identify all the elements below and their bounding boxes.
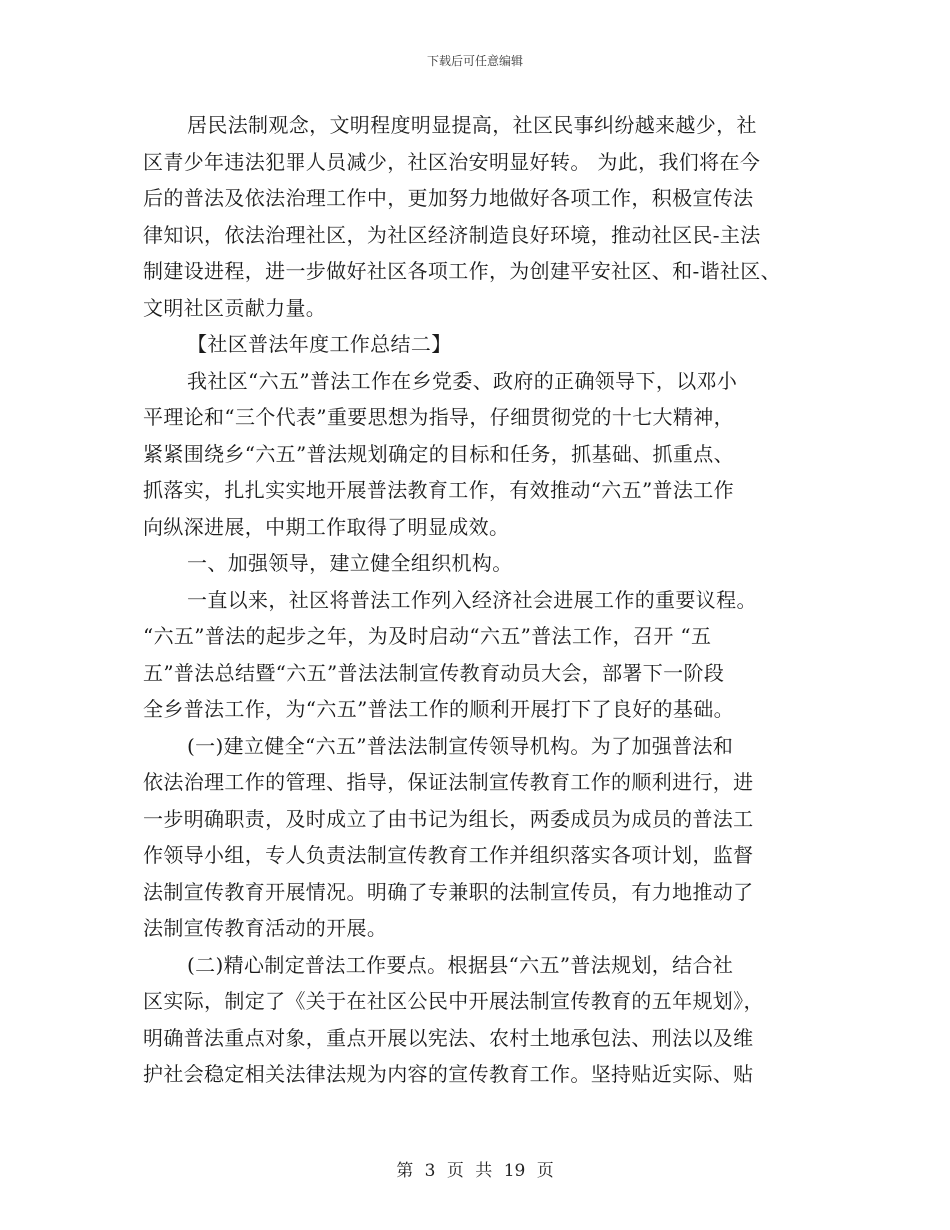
- text-line: (二)精心制定普法工作要点。根据县“六五”普法规划，结合社: [187, 952, 734, 977]
- text-line: 制建设进程，进一步做好社区各项工作，为创建平安社区、和-谐社区、: [143, 259, 781, 283]
- text-line: 明确普法重点对象，重点开展以宪法、农村土地承包法、刑法以及维: [143, 1025, 754, 1050]
- text-line: 法制宣传教育开展情况。明确了专兼职的法制宣传员，有力地推动了: [143, 879, 754, 904]
- text-line: 文明社区贡献力量。: [143, 295, 327, 320]
- text-line: 区青少年违法犯罪人员减少，社区治安明显好转。 为此，我们将在今: [143, 149, 761, 174]
- page-number: 第 3 页 共 19 页: [396, 1161, 554, 1181]
- text-line: 紧紧围绕乡“六五”普法规划确定的目标和任务，抓基础、抓重点、: [143, 441, 734, 466]
- page-header: 下载后可任意编辑: [426, 54, 523, 68]
- text-line: (一)建立健全“六五”普法法制宣传领导机构。为了加强普法和: [187, 733, 734, 758]
- text-line: “六五”普法的起步之年，为及时启动“六五”普法工作，召开 “五: [143, 624, 712, 648]
- text-line: 平理论和“三个代表”重要思想为指导，仔细贯彻党的十七大精神，: [143, 405, 734, 429]
- text-line: 依法治理工作的管理、指导，保证法制宣传教育工作的顺利进行，进: [143, 770, 754, 794]
- text-line: 居民法制观念，文明程度明显提高，社区民事纠纷越来越少，社: [187, 113, 757, 137]
- text-line: 抓落实，扎扎实实地开展普法教育工作，有效推动“六五”普法工作: [143, 478, 734, 502]
- document-body: [143, 107, 823, 1093]
- text-line: 全乡普法工作，为“六五”普法工作的顺利开展打下了良好的基础。: [143, 697, 734, 721]
- text-line: 【社区普法年度工作总结二】: [187, 332, 452, 356]
- text-line: 区实际，制定了《关于在社区公民中开展法制宣传教育的五年规划》，: [143, 989, 764, 1013]
- text-line: 向纵深进展，中期工作取得了明显成效。: [143, 514, 510, 539]
- text-line: 法制宣传教育活动的开展。: [143, 916, 388, 940]
- text-line: 作领导小组，专人负责法制宣传教育工作并组织落实各项计划，监督: [143, 843, 754, 867]
- text-line: 五”普法总结暨“六五”普法法制宣传教育动员大会，部署下一阶段: [143, 660, 725, 685]
- text-line: 一步明确职责，及时成立了由书记为组长，两委成员为成员的普法工: [143, 806, 754, 831]
- text-line: 护社会稳定相关法律法规为内容的宣传教育工作。坚持贴近实际、贴: [143, 1062, 754, 1086]
- text-line: 一、加强领导，建立健全组织机构。: [187, 551, 513, 575]
- text-line: 一直以来，社区将普法工作列入经济社会进展工作的重要议程。: [187, 587, 757, 612]
- text-line: 律知识，依法治理社区，为社区经济制造良好环境，推动社区民-主法: [143, 222, 761, 247]
- text-line: 我社区“六五”普法工作在乡党委、政府的正确领导下，以邓小: [187, 368, 738, 393]
- text-line: 后的普法及依法治理工作中，更加努力地做好各项工作，积极宣传法: [143, 186, 754, 210]
